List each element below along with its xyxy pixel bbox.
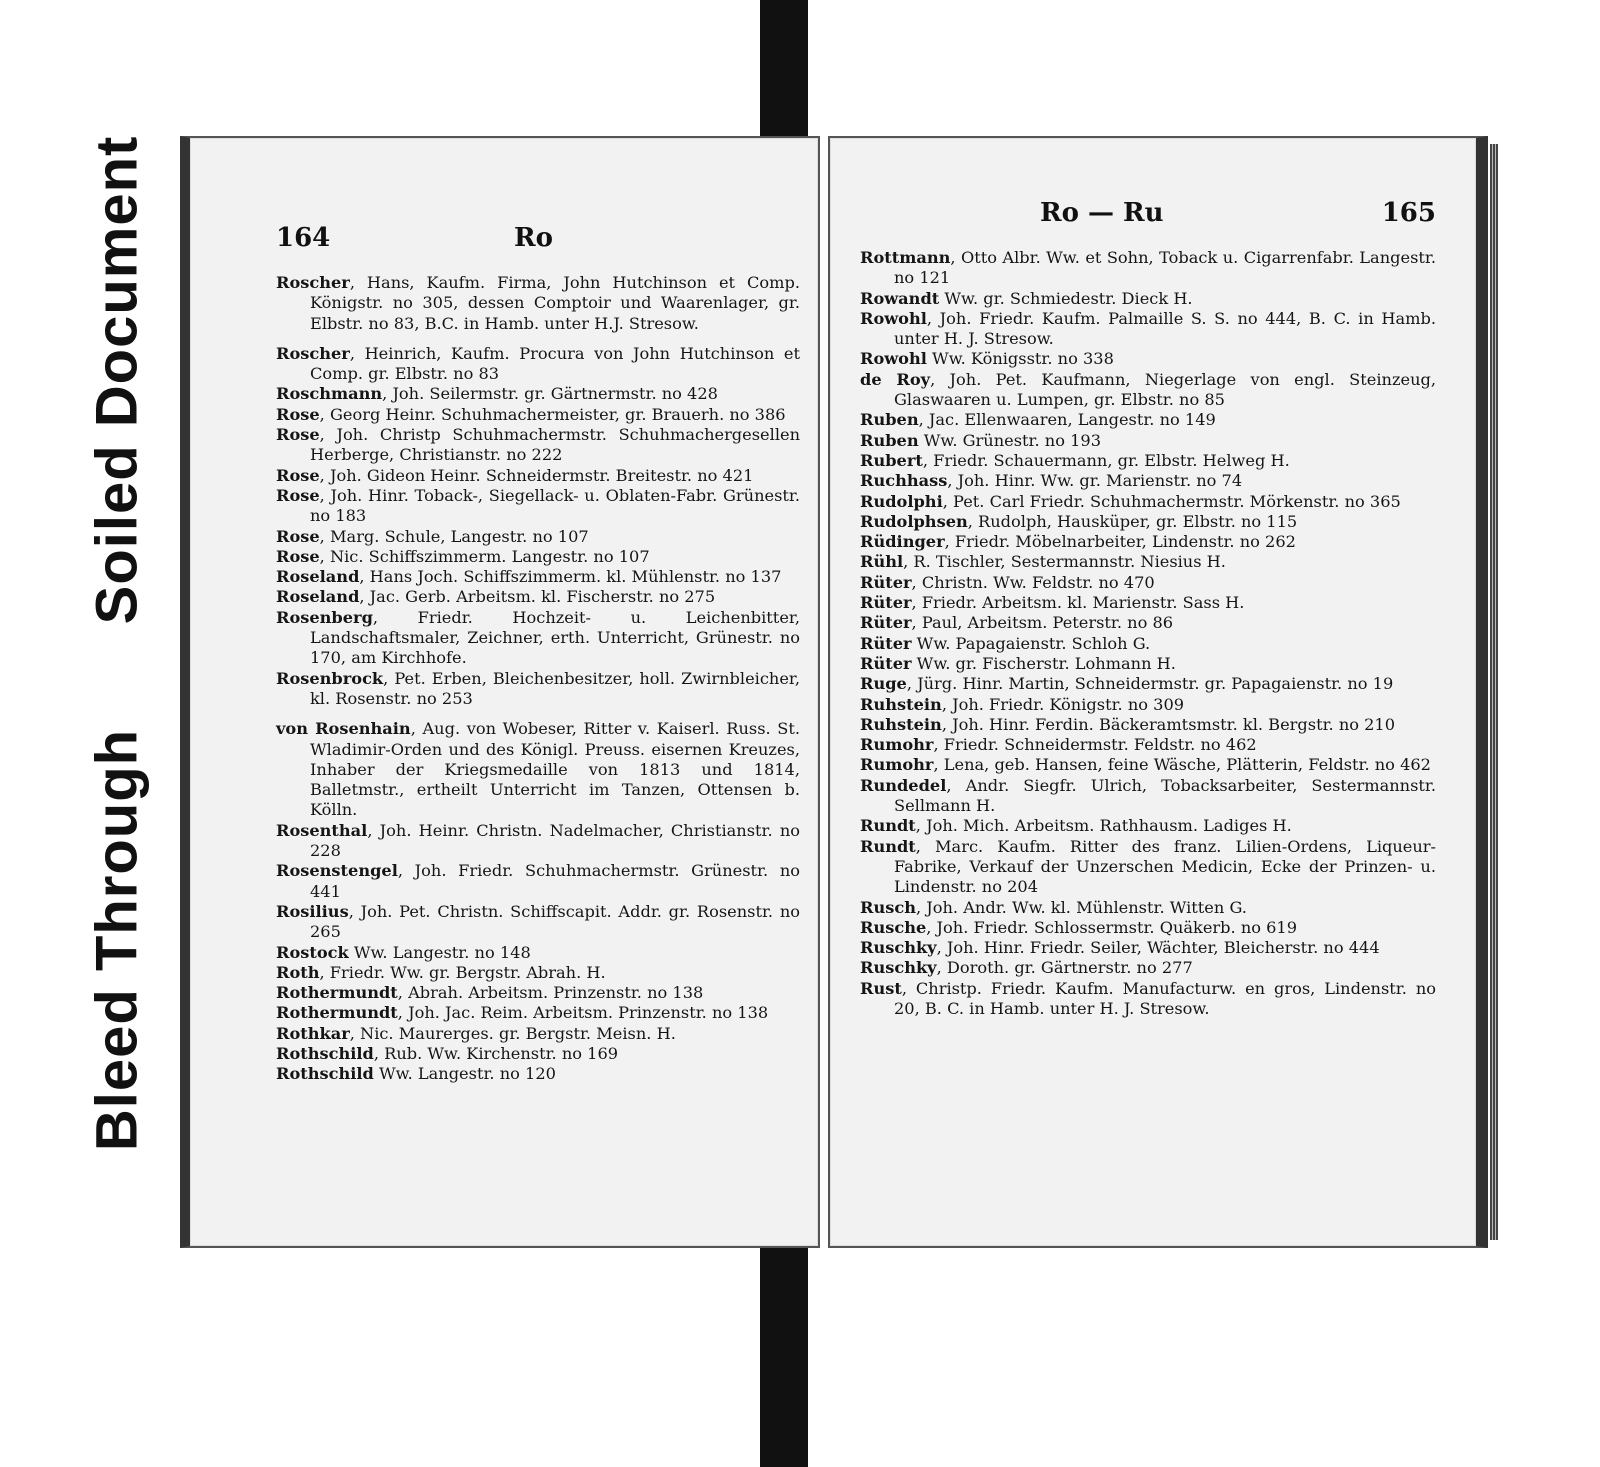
- entry-details: , Joh. Friedr. Königstr. no 309: [941, 694, 1185, 714]
- directory-entry: [276, 547, 800, 567]
- directory-entry: [276, 384, 800, 404]
- entry-details: , Jac. Gerb. Arbeitsm. kl. Fischerstr. no 275: [359, 587, 716, 607]
- entry-name: Rowohl: [860, 308, 927, 328]
- directory-entry: [276, 466, 800, 486]
- entry-details: , Abrah. Arbeitsm. Prinzenstr. no 138: [397, 983, 704, 1003]
- entry-name: Rubert: [860, 450, 923, 470]
- directory-entry: [860, 410, 1436, 430]
- entry-name: Roseland: [276, 587, 360, 607]
- directory-entry: [860, 431, 1436, 451]
- entry-name: von Rosenhain: [276, 719, 411, 739]
- entry-details: , Andr. Siegfr. Ulrich, Tobacksarbeiter, Sestermannstr. Sellmann H.: [894, 775, 1436, 816]
- directory-entry: [276, 1003, 800, 1023]
- entry-details: , R. Tischler, Sestermannstr. Niesius H.: [903, 552, 1226, 572]
- entry-name: Ruben: [860, 430, 919, 450]
- directory-entry: [860, 918, 1436, 938]
- entry-details: , Joh. Friedr. Schuhmachermstr. Grünestr. no 441: [310, 861, 800, 901]
- side-label-soiled-panel: [62, 120, 172, 640]
- entry-name: Rundedel: [860, 775, 947, 795]
- left-running-head: Ro: [514, 223, 553, 253]
- entry-details: , Lena, geb. Hansen, feine Wäsche, Plätterin, Feldstr. no 462: [933, 755, 1431, 775]
- entry-name: Rudolphi: [860, 491, 943, 511]
- side-label-bleed-panel: [62, 700, 172, 1180]
- entry-details: , Joh. Hinr. Friedr. Seiler, Wächter, Bleicherstr. no 444: [936, 938, 1380, 958]
- entry-name: Ruben: [860, 410, 919, 430]
- directory-entry: [860, 451, 1436, 471]
- entry-details: , Jac. Ellenwaaren, Langestr. no 149: [918, 410, 1216, 430]
- entry-details: , Joh. Heinr. Christn. Nadelmacher, Christianstr. no 228: [310, 820, 800, 861]
- left-page-header: [276, 223, 800, 267]
- entry-details: , Nic. Maurerges. gr. Bergstr. Meisn. H.: [349, 1023, 676, 1043]
- directory-entry: [860, 492, 1436, 512]
- directory-entry: [276, 1024, 800, 1044]
- entry-name: Rüter: [860, 613, 912, 633]
- open-book: [180, 128, 1500, 1258]
- entry-name: Rothermundt: [276, 983, 398, 1003]
- entry-details: Ww. Grünestr. no 193: [918, 430, 1101, 450]
- entry-name: Roschmann: [276, 384, 383, 404]
- entry-details: , Hans, Kaufm. Firma, John Hutchinson et Comp. Königstr. no 305, dessen Comptoir und Waarenlager, gr. Elbstr. no 83, B.C. in Hamb. unter H.J. Stresow.: [310, 273, 800, 333]
- side-label-bleed: Bleed Through: [84, 728, 150, 1152]
- directory-entry: [860, 735, 1436, 755]
- entry-name: Rose: [276, 404, 320, 424]
- entry-details: , Joh. Pet. Christn. Schiffscapit. Addr. gr. Rosenstr. no 265: [310, 901, 800, 942]
- directory-entry: [276, 902, 800, 943]
- entry-name: Roth: [276, 962, 320, 982]
- entry-name: Rumohr: [860, 755, 934, 775]
- entry-name: Rosenbrock: [276, 668, 384, 688]
- entry-details: , Christp. Friedr. Kaufm. Manufacturw. en gros, Lindenstr. no 20, B. C. in Hamb. unter H. J. Stresow.: [894, 978, 1436, 1018]
- entry-name: Rostock: [276, 942, 349, 962]
- right-page-number: 165: [1381, 198, 1436, 228]
- right-page-header: [860, 198, 1436, 242]
- entry-name: Rosenthal: [276, 820, 368, 840]
- left-page-number: 164: [276, 223, 331, 253]
- entry-details: , Christn. Ww. Feldstr. no 470: [911, 572, 1155, 592]
- entry-name: Ruhstein: [860, 714, 942, 734]
- entry-details: , Jürg. Hinr. Martin, Schneidermstr. gr. Papagaienstr. no 19: [906, 674, 1394, 694]
- entry-details: Ww. gr. Fischerstr. Lohmann H.: [911, 653, 1176, 673]
- directory-entry: [276, 425, 800, 466]
- entry-details: , Doroth. gr. Gärtnerstr. no 277: [936, 958, 1193, 978]
- directory-entry: [860, 349, 1436, 369]
- entry-name: Rose: [276, 465, 320, 485]
- entry-name: Rottmann: [860, 248, 951, 267]
- entry-name: Roseland: [276, 567, 360, 587]
- entry-name: Rüter: [860, 572, 912, 592]
- entry-name: Rosenberg: [276, 607, 373, 627]
- entry-details: , Paul, Arbeitsm. Peterstr. no 86: [911, 613, 1174, 633]
- entry-name: Rowohl: [860, 349, 927, 369]
- directory-entry: [860, 695, 1436, 715]
- entry-details: , Joh. Gideon Heinr. Schneidermstr. Breitestr. no 421: [319, 465, 754, 485]
- directory-entry: [860, 938, 1436, 958]
- side-label-soiled: Soiled Document: [84, 135, 150, 625]
- entry-details: , Friedr. Schneidermstr. Feldstr. no 462: [933, 735, 1257, 755]
- entry-name: Roscher: [276, 273, 350, 292]
- entry-name: Rüdinger: [860, 532, 945, 552]
- entry-name: Rusch: [860, 897, 916, 917]
- directory-entry: [276, 486, 800, 527]
- entry-details: Ww. Langestr. no 148: [348, 942, 531, 962]
- entry-name: Rose: [276, 526, 320, 546]
- entry-details: , Joh. Pet. Kaufmann, Niegerlage von engl. Steinzeug, Glaswaaren u. Lumpen, gr. Elbstr. no 85: [894, 369, 1437, 410]
- directory-entry: [276, 567, 800, 587]
- directory-entry: [860, 512, 1436, 532]
- right-running-head: Ro — Ru: [1040, 198, 1164, 228]
- directory-entry: [276, 527, 800, 547]
- directory-entry: [860, 370, 1436, 411]
- entry-name: Rose: [276, 425, 320, 445]
- directory-entry: [276, 669, 800, 710]
- directory-entry: [860, 958, 1436, 978]
- right-page: [828, 136, 1488, 1248]
- entry-details: , Joh. Christp Schuhmachermstr. Schuhmachergesellen Herberge, Christianstr. no 222: [310, 425, 800, 465]
- entry-name: Rothermundt: [276, 1003, 398, 1023]
- directory-entry: [860, 613, 1436, 633]
- directory-entry: [276, 861, 800, 902]
- entry-name: Rühl: [860, 552, 904, 572]
- directory-entry: [276, 273, 800, 334]
- entry-name: Ruhstein: [860, 694, 942, 714]
- directory-entry: [276, 821, 800, 862]
- directory-entry: [276, 983, 800, 1003]
- entry-details: , Joh. Hinr. Ferdin. Bäckeramtsmstr. kl. Bergstr. no 210: [941, 714, 1396, 734]
- directory-entry: [860, 755, 1436, 775]
- directory-entry: [860, 776, 1436, 817]
- entry-name: Rothschild: [276, 1043, 374, 1063]
- entry-details: , Georg Heinr. Schuhmachermeister, gr. Brauerh. no 386: [319, 404, 786, 424]
- entry-name: Rosilius: [276, 901, 349, 921]
- entry-name: Rüter: [860, 653, 912, 673]
- directory-entry: [860, 573, 1436, 593]
- directory-entry: [860, 979, 1436, 1020]
- directory-entry: [860, 674, 1436, 694]
- entry-details: , Joh. Friedr. Schlossermstr. Quäkerb. no 619: [926, 917, 1298, 937]
- entry-details: , Friedr. Ww. gr. Bergstr. Abrah. H.: [319, 962, 606, 982]
- entry-details: , Friedr. Hochzeit- u. Leichenbitter, Landschaftsmaler, Zeichner, erth. Unterricht, Grünestr. no 170, am Kirchhofe.: [310, 607, 800, 668]
- left-entry-list: [276, 273, 800, 1085]
- entry-name: Ruge: [860, 674, 907, 694]
- entry-name: Rudolphsen: [860, 511, 968, 531]
- directory-entry: [276, 719, 800, 820]
- entry-details: , Joh. Andr. Ww. kl. Mühlenstr. Witten G.: [915, 897, 1247, 917]
- entry-details: , Nic. Schiffszimmerm. Langestr. no 107: [319, 546, 650, 566]
- entry-name: Ruchhass: [860, 471, 948, 491]
- directory-entry: [276, 608, 800, 669]
- directory-entry: [860, 898, 1436, 918]
- directory-entry: [276, 963, 800, 983]
- entry-details: , Pet. Erben, Bleichenbesitzer, holl. Zwirnbleicher, kl. Rosenstr. no 253: [310, 668, 800, 708]
- entry-name: Ruschky: [860, 958, 937, 978]
- entry-name: Rumohr: [860, 735, 934, 755]
- left-page: [180, 136, 820, 1248]
- entry-details: , Aug. von Wobeser, Ritter v. Kaiserl. Russ. St. Wladimir-Orden und des Königl. Preuss. eisernen Kreuzes, Inhaber der Kriegsmedaille von 1813 und 1814, Balletmstr., ertheilt Unterricht im Tanzen, Ottensen b. Kölln.: [310, 719, 801, 820]
- directory-entry: [860, 309, 1436, 350]
- entry-details: Ww. Königsstr. no 338: [926, 349, 1114, 369]
- entry-details: , Joh. Hinr. Toback-, Siegellack- u. Oblaten-Fabr. Grünestr. no 183: [310, 485, 800, 526]
- entry-details: , Joh. Jac. Reim. Arbeitsm. Prinzenstr. no 138: [397, 1003, 769, 1023]
- directory-entry: [276, 1064, 800, 1084]
- entry-details: , Marc. Kaufm. Ritter des franz. Lilien-Ordens, Liqueur-Fabrike, Verkauf der Unzerschen Medicin, Ecke der Prinzen- u. Lindenstr. no 204: [894, 836, 1436, 897]
- directory-entry: [860, 634, 1436, 654]
- directory-entry: [860, 715, 1436, 735]
- entry-details: , Pet. Carl Friedr. Schuhmachermstr. Mörkenstr. no 365: [942, 491, 1401, 511]
- directory-entry: [276, 587, 800, 607]
- entry-details: , Friedr. Schauermann, gr. Elbstr. Helweg H.: [922, 450, 1290, 470]
- entry-name: de Roy: [860, 369, 931, 389]
- entry-details: Ww. Langestr. no 120: [373, 1064, 556, 1084]
- entry-name: Rose: [276, 485, 320, 505]
- entry-details: , Joh. Seilermstr. gr. Gärtnermstr. no 428: [382, 384, 718, 404]
- directory-entry: [276, 1044, 800, 1064]
- entry-details: Ww. Papagaienstr. Schloh G.: [911, 633, 1151, 653]
- entry-details: , Marg. Schule, Langestr. no 107: [319, 526, 589, 546]
- entry-name: Rusche: [860, 917, 927, 937]
- directory-entry: [860, 593, 1436, 613]
- directory-entry: [860, 654, 1436, 674]
- entry-details: , Heinrich, Kaufm. Procura von John Hutchinson et Comp. gr. Elbstr. no 83: [310, 343, 800, 384]
- entry-name: Rosenstengel: [276, 861, 398, 881]
- entry-name: Rothschild: [276, 1064, 374, 1084]
- entry-name: Rose: [276, 546, 320, 566]
- entry-name: Rüter: [860, 633, 912, 653]
- entry-details: , Otto Albr. Ww. et Sohn, Toback u. Cigarrenfabr. Langestr. no 121: [894, 248, 1436, 288]
- entry-details: , Friedr. Möbelnarbeiter, Lindenstr. no 262: [944, 532, 1296, 552]
- directory-entry: [860, 289, 1436, 309]
- entry-details: , Hans Joch. Schiffszimmerm. kl. Mühlenstr. no 137: [359, 567, 782, 587]
- entry-name: Rundt: [860, 836, 916, 856]
- entry-name: Rüter: [860, 593, 912, 613]
- directory-entry: [860, 248, 1436, 289]
- entry-details: , Friedr. Arbeitsm. kl. Marienstr. Sass H.: [911, 593, 1245, 613]
- directory-entry: [276, 943, 800, 963]
- entry-name: Ruschky: [860, 938, 937, 958]
- directory-entry: [276, 344, 800, 385]
- entry-details: , Joh. Hinr. Ww. gr. Marienstr. no 74: [947, 471, 1243, 491]
- entry-details: Ww. gr. Schmiedestr. Dieck H.: [939, 288, 1193, 308]
- directory-entry: [860, 837, 1436, 898]
- entry-name: Roscher: [276, 343, 350, 363]
- entry-details: , Rudolph, Hausküper, gr. Elbstr. no 115: [967, 511, 1298, 531]
- right-entry-list: [860, 248, 1436, 1019]
- directory-entry: [860, 532, 1436, 552]
- entry-name: Rowandt: [860, 288, 940, 308]
- directory-entry: [860, 552, 1436, 572]
- entry-details: , Joh. Mich. Arbeitsm. Rathhausm. Ladiges H.: [915, 816, 1292, 836]
- directory-entry: [276, 405, 800, 425]
- entry-details: , Rub. Ww. Kirchenstr. no 169: [373, 1043, 619, 1063]
- entry-details: , Joh. Friedr. Kaufm. Palmaille S. S. no 444, B. C. in Hamb. unter H. J. Stresow.: [894, 308, 1436, 349]
- entry-name: Rust: [860, 978, 902, 998]
- entry-name: Rundt: [860, 816, 916, 836]
- directory-entry: [860, 816, 1436, 836]
- directory-entry: [860, 471, 1436, 491]
- entry-name: Rothkar: [276, 1023, 350, 1043]
